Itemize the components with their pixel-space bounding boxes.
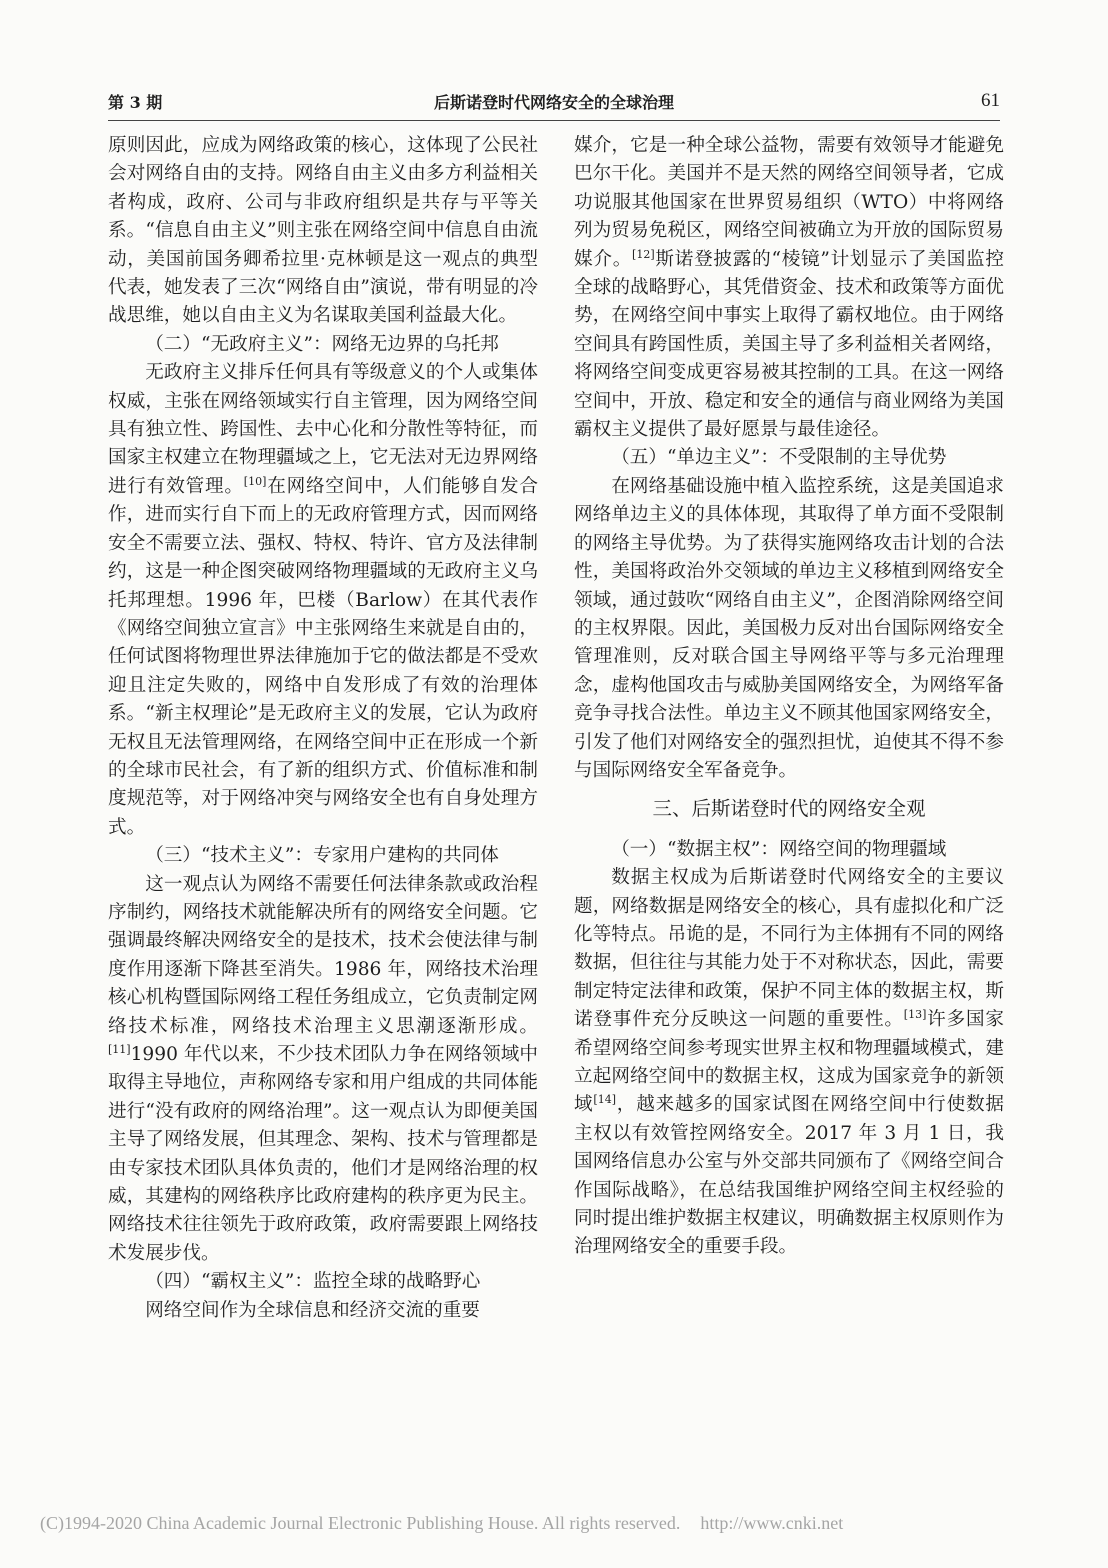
- subsection-heading: （五）“单边主义”：不受限制的主导优势: [611, 447, 947, 469]
- subsection-heading: （三）“技术主义”：专家用户建构的共同体: [145, 845, 499, 867]
- subsection-heading: （四）“霸权主义”：监控全球的战略野心: [145, 1271, 481, 1293]
- subsection-heading: （一）“数据主权”：网络空间的物理疆域: [611, 838, 947, 860]
- section-heading: 三、后斯诺登时代的网络安全观: [652, 797, 926, 821]
- paragraph: 网络空间作为全球信息和经济交流的重要: [145, 1299, 480, 1321]
- paragraph: 原则因此，应成为网络政策的核心，这体现了公民社会对网络自由的支持。网络自由主义由多方利益相关者构成，政府、公司与非政府组织是共存与平等关系。“信息自由主义”则主张在网络空间中信息自由流动，美国前国务卿希拉里·克林顿是这一观点的典型代表，她发表了三次“网络自由”演说，带有明显的冷战思维，她以自由主义为名谋取美国利益最大化。: [108, 135, 538, 327]
- paragraph: 这一观点认为网络不需要任何法律条款或政治程序制约，网络技术就能解决所有的网络安全问题。它强调最终解决网络安全的是技术，技术会使法律与制度作用逐渐下降甚至消失。1986 年，网络技术治理核心机构暨国际网络工程任务组成立，它负责制定网络技术标准，网络技术治理主义思潮逐渐形成。[11]1990 年代以来，不少技术团队力争在网络领域中取得主导地位，声称网络专家和用户组成的共同体能进行“没有政府的网络治理”。这一观点认为即便美国主导了网络发展，但其理念、架构、技术与管理都是由专家技术团队具体负责的，他们才是网络治理的权威，其建构的网络秩序比政府建构的秩序更为民主。网络技术往往领先于政府政策，政府需要跟上网络技术发展步伐。: [108, 873, 538, 1264]
- issue-number: 第 3 期: [108, 93, 163, 112]
- paragraph: 无政府主义排斥任何具有等级意义的个人或集体权威，主张在网络领域实行自主管理，因为网络空间具有独立性、跨国性、去中心化和分散性等特征，而国家主权建立在物理疆域之上，它无法对无边界网络进行有效管理。[10]在网络空间中，人们能够自发合作，进而实行自下而上的无政府管理方式，因而网络安全不需要立法、强权、特权、特许、官方及法律制约，这是一种企图突破网络物理疆域的无政府主义乌托邦理想。1996 年，巴楼（Barlow）在其代表作《网络空间独立宣言》中主张网络生来就是自由的，任何试图将物理世界法律施加于它的做法都是不受欢迎且注定失败的，网络中自发形成了有效的治理体系。“新主权理论”是无政府主义的发展，它认为政府无权且无法管理网络，在网络空间中正在形成一个新的全球市民社会，有了新的组织方式、价值标准和制度规范等，对于网络冲突与网络安全也有自身处理方式。: [108, 362, 538, 838]
- copyright-text: (C)1994-2020 China Academic Journal Electronic Publishing House. All rights reserved.: [40, 1513, 681, 1533]
- right-column: [574, 132, 1004, 1262]
- citation-ref: [12]: [632, 247, 655, 261]
- paragraph: 数据主权成为后斯诺登时代网络安全的主要议题，网络数据是网络安全的核心，具有虚拟化和广泛化等特点。吊诡的是，不同行为主体拥有不同的网络数据，但往往与其能力处于不对称状态，因此，需要制定特定法律和政策，保护不同主体的数据主权，斯诺登事件充分反映这一问题的重要性。[13]许多国家希望网络空间参考现实世界主权和物理疆域模式，建立起网络空间中的数据主权，这成为国家竞争的新领域[14]，越来越多的国家试图在网络空间中行使数据主权以有效管控网络安全。2017 年 3 月 1 日，我国网络信息办公室与外交部共同颁布了《网络空间合作国际战略》，在总结我国维护网络空间主权经验的同时提出维护数据主权建议，明确数据主权原则作为治理网络安全的重要手段。: [574, 867, 1004, 1258]
- paragraph: 在网络基础设施中植入监控系统，这是美国追求网络单边主义的具体体现，其取得了单方面不受限制的网络主导优势。为了获得实施网络攻击计划的合法性，美国将政治外交领域的单边主义移植到网络安全领域，通过鼓吹“网络自由主义”，企图消除网络空间的主权界限。因此，美国极力反对出台国际网络安全管理准则，反对联合国主导网络平等与多元治理理念，虚构他国攻击与威胁美国网络安全，为网络军备竞争寻找合法性。单边主义不顾其他国家网络安全，引发了他们对网络安全的强烈担忧，迫使其不得不参与国际网络安全军备竞争。: [574, 475, 1004, 781]
- copyright-footer: [40, 1513, 1080, 1534]
- running-title: 后斯诺登时代网络安全的全球治理: [433, 93, 674, 112]
- paragraph: 媒介，它是一种全球公益物，需要有效领导才能避免巴尔干化。美国并不是天然的网络空间领导者，它成功说服其他国家在世界贸易组织（WTO）中将网络列为贸易免税区，网络空间被确立为开放的国际贸易媒介。[12]斯诺登披露的“棱镜”计划显示了美国监控全球的战略野心，其凭借资金、技术和政策等方面优势，在网络空间中事实上取得了霸权地位。由于网络空间具有跨国性质，美国主导了多利益相关者网络，将网络空间变成更容易被其控制的工具。在这一网络空间中，开放、稳定和安全的通信与商业网络为美国霸权主义提供了最好愿景与最佳途径。: [574, 135, 1004, 441]
- citation-ref: [10]: [243, 474, 267, 488]
- footer-url[interactable]: http://www.cnki.net: [700, 1513, 844, 1533]
- citation-ref: [13]: [903, 1008, 927, 1022]
- page-number: 61: [981, 90, 1000, 111]
- running-header: [108, 92, 1000, 121]
- subsection-heading: （二）“无政府主义”：网络无边界的乌托邦: [145, 333, 499, 355]
- citation-ref: [14]: [593, 1093, 616, 1107]
- citation-ref: [11]: [108, 1043, 131, 1056]
- left-column: [108, 132, 538, 1325]
